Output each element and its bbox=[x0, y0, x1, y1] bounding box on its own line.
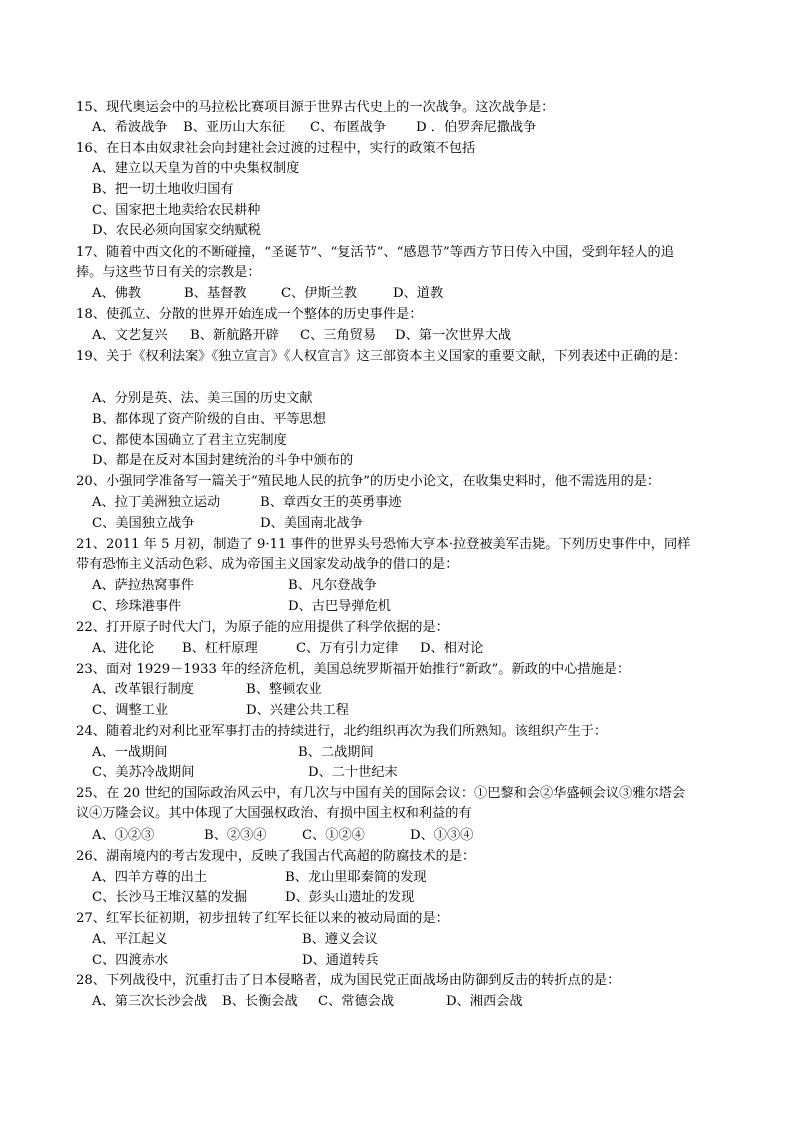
option-d: D、古巴导弹危机 bbox=[288, 599, 391, 614]
question-16-option-c: C、国家把土地卖给农民耕种 bbox=[92, 203, 261, 218]
question-21-stem: 21、2011 年 5 月初，制造了 9·11 事件的世界头号恐怖大亨本·拉登被美军击毙。下列历史事件中，同样 bbox=[76, 537, 691, 552]
option-b: B、整顿农业 bbox=[246, 682, 322, 697]
question-23-options-row2 bbox=[92, 701, 349, 721]
option-a: A、第三次长沙会战 bbox=[92, 994, 208, 1009]
question-16-option-b: B、把一切土地收归国有 bbox=[92, 182, 234, 197]
option-a: A、一战期间 bbox=[92, 745, 168, 760]
option-d: D、美国南北战争 bbox=[260, 516, 363, 531]
option-b: B、新航路开辟 bbox=[190, 328, 279, 343]
question-25-stem-cont: 议④万隆会议。其中体现了大国强权政治、有损中国主权和利益的有 bbox=[76, 806, 472, 821]
option-a: A、进化论 bbox=[92, 641, 155, 656]
option-b: B、凡尔登战争 bbox=[288, 578, 377, 593]
question-19-option-b: B、都体现了资产阶级的自由、平等思想 bbox=[92, 412, 326, 427]
option-b: B、基督教 bbox=[184, 286, 247, 301]
question-25-options bbox=[92, 826, 473, 846]
question-26-stem: 26、湖南境内的考古发现中，反映了我国古代高超的防腐技术的是： bbox=[76, 849, 476, 864]
option-b: B、亚历山大东征 bbox=[183, 120, 286, 135]
question-18-options bbox=[92, 326, 511, 346]
option-a: A、改革银行制度 bbox=[92, 682, 194, 697]
question-27-options-row2 bbox=[92, 951, 379, 971]
question-24-options-row1 bbox=[92, 743, 374, 763]
option-b: B、二战期间 bbox=[298, 745, 374, 760]
option-d: D、二十世纪末 bbox=[308, 765, 398, 780]
question-16-option-a: A、建立以天皇为首的中央集权制度 bbox=[92, 161, 300, 176]
question-22-options bbox=[92, 639, 483, 659]
question-26-options-row1 bbox=[92, 868, 427, 888]
option-d: D、彭头山遗址的发现 bbox=[285, 890, 415, 905]
option-c: C、美国独立战争 bbox=[92, 516, 195, 531]
question-19-option-d: D、都是在反对本国封建统治的斗争中颁布的 bbox=[92, 453, 354, 468]
option-c: C、常德会战 bbox=[318, 994, 395, 1009]
question-20-stem: 20、小强同学准备写一篇关于“殖民地人民的抗争”的历史小论文，在收集史料时，他不需选用的是： bbox=[76, 474, 661, 489]
question-15-options bbox=[92, 118, 536, 138]
question-28-options bbox=[92, 992, 523, 1012]
option-d: D、道教 bbox=[393, 286, 444, 301]
option-d: D、①③④ bbox=[410, 828, 474, 843]
option-b: B、遵义会议 bbox=[302, 932, 378, 947]
option-a: A、萨拉热窝事件 bbox=[92, 578, 194, 593]
question-21-options-row1 bbox=[92, 576, 377, 596]
option-c: C、①②④ bbox=[302, 828, 365, 843]
option-b: B、龙山里耶秦简的发现 bbox=[285, 870, 427, 885]
option-d: D、第一次世界大战 bbox=[395, 328, 512, 343]
option-b: B、长衡会战 bbox=[222, 994, 298, 1009]
question-26-options-row2 bbox=[92, 888, 414, 908]
option-a: A、文艺复兴 bbox=[92, 328, 168, 343]
option-a: A、拉丁美洲独立运动 bbox=[92, 495, 221, 510]
option-a: A、平江起义 bbox=[92, 932, 168, 947]
question-24-stem: 24、随着北约对利比亚军事打击的持续进行，北约组织再次为我们所熟知。该组织产生于： bbox=[76, 724, 608, 739]
question-19-option-a: A、分别是英、法、美三国的历史文献 bbox=[92, 391, 313, 406]
option-c: C、伊斯兰教 bbox=[281, 286, 358, 301]
option-c: C、布匿战争 bbox=[310, 120, 387, 135]
option-b: B、章西女王的英勇事迹 bbox=[260, 495, 402, 510]
question-16-option-d: D、农民必须向国家交纳赋税 bbox=[92, 223, 261, 238]
option-a: A、四羊方尊的出土 bbox=[92, 870, 208, 885]
option-c: C、万有引力定律 bbox=[296, 641, 399, 656]
option-a: A、希波战争 bbox=[92, 120, 168, 135]
question-23-options-row1 bbox=[92, 680, 322, 700]
question-24-options-row2 bbox=[92, 763, 398, 783]
question-15-stem: 15、现代奥运会中的马拉松比赛项目源于世界古代史上的一次战争。这次战争是： bbox=[76, 100, 555, 115]
question-21-stem-cont: 带有恐怖主义活动色彩、成为帝国主义国家发动战争的借口的是： bbox=[76, 557, 459, 572]
option-d: D ．伯罗奔尼撒战争 bbox=[416, 120, 537, 135]
option-b: B、杠杆原理 bbox=[182, 641, 258, 656]
option-b: B、②③④ bbox=[204, 828, 267, 843]
question-28-stem: 28、下列战役中，沉重打击了日本侵略者，成为国民党正面战场由防御到反击的转折点的是： bbox=[76, 973, 621, 988]
question-18-stem: 18、使孤立、分散的世界开始连成一个整体的历史事件是： bbox=[76, 307, 423, 322]
option-c: C、四渡赤水 bbox=[92, 953, 169, 968]
option-d: D、湘西会战 bbox=[446, 994, 523, 1009]
option-d: D、兴建公共工程 bbox=[246, 703, 349, 718]
question-23-stem: 23、面对 1929－1933 年的经济危机，美国总统罗斯福开始推行“新政”。新政的中心措施是： bbox=[76, 662, 631, 677]
question-17-options bbox=[92, 284, 443, 304]
option-c: C、长沙马王堆汉墓的发掘 bbox=[92, 890, 248, 905]
question-22-stem: 22、打开原子时代大门，为原子能的应用提供了科学依据的是： bbox=[76, 620, 449, 635]
option-c: C、美苏冷战期间 bbox=[92, 765, 195, 780]
option-a: A、①②③ bbox=[92, 828, 155, 843]
option-a: A、佛教 bbox=[92, 286, 142, 301]
question-19-option-c: C、都使本国确立了君主立宪制度 bbox=[92, 433, 287, 448]
option-d: D、通道转兵 bbox=[302, 953, 379, 968]
question-21-options-row2 bbox=[92, 597, 391, 617]
question-27-stem: 27、红军长征初期，初步扭转了红军长征以来的被动局面的是： bbox=[76, 911, 449, 926]
question-19-stem: 19、关于《权利法案》《独立宣言》《人权宣言》这三部资本主义国家的重要文献，下列表述中正确的是： bbox=[76, 349, 687, 364]
question-27-options-row1 bbox=[92, 930, 378, 950]
question-16-stem: 16、在日本由奴隶社会向封建社会过渡的过程中，实行的政策不包括 bbox=[76, 141, 476, 156]
option-d: D、相对论 bbox=[420, 641, 484, 656]
question-17-stem-cont: 捧。与这些节日有关的宗教是： bbox=[76, 265, 261, 280]
question-25-stem: 25、在 20 世纪的国际政治风云中，有几次与中国有关的国际会议：①巴黎和会②华盛顿会议③雅尔塔会 bbox=[76, 786, 686, 801]
option-c: C、珍珠港事件 bbox=[92, 599, 182, 614]
option-c: C、三角贸易 bbox=[300, 328, 377, 343]
question-17-stem: 17、随着中西文化的不断碰撞，“圣诞节”、“复活节”、“感恩节”等西方节日传入中国，受到年轻人的追 bbox=[76, 245, 674, 260]
question-20-options-row2 bbox=[92, 514, 363, 534]
question-20-options-row1 bbox=[92, 493, 402, 513]
option-c: C、调整工业 bbox=[92, 703, 169, 718]
